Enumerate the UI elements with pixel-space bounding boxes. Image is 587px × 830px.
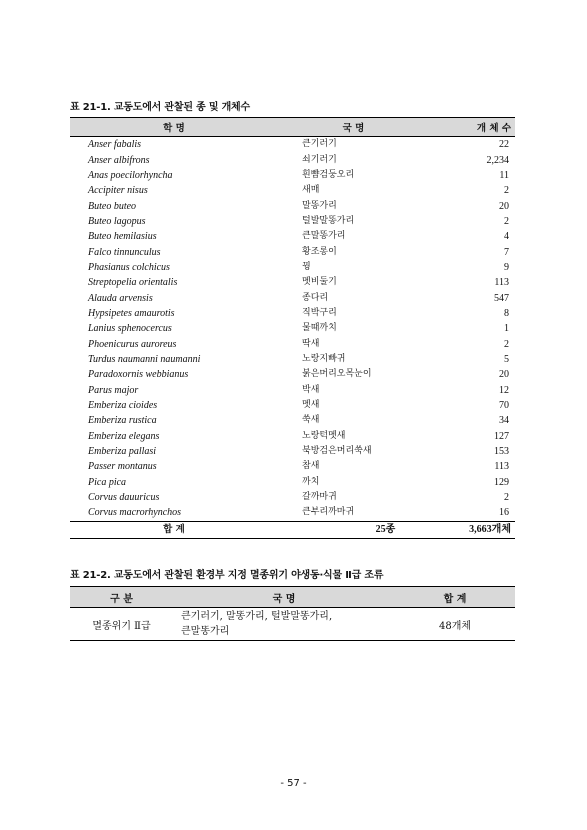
scientific-name-cell: Corvus dauuricus <box>88 492 160 504</box>
korean-name-cell: 노랑턱멧새 <box>302 430 346 441</box>
count-cell: 113 <box>494 461 509 473</box>
scientific-name-cell: Corvus macrorhynchos <box>88 507 182 519</box>
count-cell: 5 <box>504 353 509 365</box>
count-cell: 113 <box>494 277 509 289</box>
species-count-table <box>70 117 515 539</box>
page-number: - 57 - <box>280 778 307 789</box>
korean-name-cell: 흰뺨검둥오리 <box>302 169 355 180</box>
table1-header-row <box>70 118 515 137</box>
count-cell: 8 <box>504 307 509 319</box>
korean-name-cell: 노랑지빠귀 <box>302 353 346 364</box>
scientific-name-cell: Accipiter nisus <box>88 185 148 197</box>
table1-total-row <box>70 521 515 538</box>
table-row <box>70 244 515 259</box>
korean-name-cell: 까치 <box>302 476 320 487</box>
scientific-name-cell: Emberiza cioides <box>88 400 158 412</box>
scientific-name-cell: Anser albifrons <box>88 154 150 166</box>
korean-name-cell: 멧새 <box>302 400 320 411</box>
scientific-name-cell: Passer montanus <box>88 461 157 473</box>
table-row <box>70 183 515 198</box>
scientific-name-cell: Buteo lagopus <box>88 215 146 227</box>
table-row <box>70 413 515 428</box>
scientific-name-cell: Buteo hemilasius <box>88 231 157 243</box>
korean-name-cell: 참새 <box>302 461 320 472</box>
korean-name-cell: 직박구리 <box>302 307 337 318</box>
table2-header-row <box>70 587 515 608</box>
table-row <box>70 336 515 351</box>
korean-name-cell: 박새 <box>302 384 320 395</box>
korean-name-cell: 황조롱이 <box>302 246 337 257</box>
scientific-name-cell: Anas poecilorhyncha <box>88 169 173 181</box>
korean-name-cell: 큰말똥가리 <box>302 231 346 242</box>
count-cell: 9 <box>504 261 509 273</box>
count-cell: 2 <box>504 185 509 197</box>
endangered-species-table <box>70 586 515 641</box>
korean-name-cell: 새매 <box>302 185 320 196</box>
table-row <box>70 214 515 229</box>
scientific-name-cell: Parus major <box>88 384 139 396</box>
table-row <box>70 152 515 167</box>
table-row <box>70 398 515 413</box>
table-row <box>70 429 515 444</box>
korean-name-cell: 멧비둘기 <box>302 277 337 288</box>
table-row <box>70 475 515 490</box>
total-count: 3,663개체 <box>429 521 515 538</box>
table-row <box>70 290 515 305</box>
scientific-name-cell: Buteo buteo <box>88 200 137 212</box>
korean-name-cell: 딱새 <box>302 338 320 349</box>
korean-name-cell: 쇠기러기 <box>302 154 337 165</box>
scientific-name-cell: Alauda arvensis <box>88 292 153 304</box>
table-row <box>70 352 515 367</box>
count-cell: 2 <box>504 215 509 227</box>
korean-name-cell: 쑥새 <box>302 415 320 426</box>
count-cell: 2 <box>504 492 509 504</box>
category-cell: 멸종위기 Ⅱ급 <box>70 608 173 641</box>
table-row <box>70 490 515 505</box>
count-cell: 127 <box>494 430 509 442</box>
total-species: 25종 <box>278 521 429 538</box>
header-korean-name-2: 국 명 <box>173 587 395 608</box>
table1-body <box>70 137 515 522</box>
count-cell: 16 <box>499 507 509 519</box>
count-cell: 129 <box>494 476 509 488</box>
header-scientific-name: 학 명 <box>70 118 278 137</box>
scientific-name-cell: Phasianus colchicus <box>88 261 170 273</box>
count-cell: 1 <box>504 323 509 335</box>
table-row <box>70 459 515 474</box>
table-row <box>70 444 515 459</box>
count-cell: 547 <box>494 292 509 304</box>
scientific-name-cell: Emberiza rustica <box>88 415 157 427</box>
korean-name-cell: 큰부리까마귀 <box>302 507 355 518</box>
header-sum: 합 계 <box>395 587 515 608</box>
table-row <box>70 198 515 213</box>
korean-name-cell: 종다리 <box>302 292 329 303</box>
count-cell: 7 <box>504 246 509 258</box>
count-cell: 153 <box>494 446 509 458</box>
scientific-name-cell: Paradoxornis webbianus <box>88 369 189 381</box>
count-cell: 22 <box>499 139 509 151</box>
table2-row <box>70 608 515 641</box>
count-cell: 2 <box>504 338 509 350</box>
count-cell: 20 <box>499 200 509 212</box>
korean-name-cell: 꿩 <box>302 261 311 272</box>
table-row <box>70 229 515 244</box>
korean-name-cell: 갈까마귀 <box>302 492 337 503</box>
table-row <box>70 137 515 153</box>
header-category: 구 분 <box>70 587 173 608</box>
table-row <box>70 383 515 398</box>
scientific-name-cell: Falco tinnunculus <box>88 246 161 258</box>
table1-caption: 표 21-1. 교동도에서 관찰된 종 및 개체수 <box>70 102 250 113</box>
scientific-name-cell: Turdus naumanni naumanni <box>88 353 201 365</box>
table-row <box>70 367 515 382</box>
count-cell: 2,234 <box>486 154 509 166</box>
table-row <box>70 306 515 321</box>
species-list-line1: 큰기러기, 말똥가리, 털발말똥가리, <box>181 611 333 622</box>
scientific-name-cell: Lanius sphenocercus <box>88 323 172 335</box>
table-row <box>70 260 515 275</box>
count-cell: 11 <box>499 169 509 181</box>
korean-name-cell: 북방검은머리쑥새 <box>302 446 372 457</box>
korean-name-cell: 털발말똥가리 <box>302 215 355 226</box>
korean-name-cell: 붉은머리오목눈이 <box>302 369 372 380</box>
sum-cell: 48개체 <box>395 608 515 641</box>
count-cell: 4 <box>504 231 509 243</box>
table-row <box>70 505 515 521</box>
scientific-name-cell: Emberiza elegans <box>88 430 160 442</box>
header-korean-name: 국 명 <box>278 118 429 137</box>
species-list-cell <box>173 608 395 641</box>
scientific-name-cell: Streptopelia orientalis <box>88 277 178 289</box>
total-label: 합 계 <box>70 521 278 538</box>
scientific-name-cell: Anser fabalis <box>88 139 142 151</box>
count-cell: 12 <box>499 384 509 396</box>
header-count: 개 체 수 <box>429 118 515 137</box>
table-row <box>70 168 515 183</box>
count-cell: 20 <box>499 369 509 381</box>
table2-caption: 표 21-2. 교동도에서 관찰된 환경부 지정 멸종위기 야생동·식물 Ⅱ급 조류 <box>70 570 384 581</box>
table-row <box>70 275 515 290</box>
scientific-name-cell: Phoenicurus auroreus <box>88 338 177 350</box>
species-list-line2: 큰말똥가리 <box>181 626 230 637</box>
korean-name-cell: 큰기러기 <box>302 139 337 150</box>
table-row <box>70 321 515 336</box>
scientific-name-cell: Pica pica <box>88 476 127 488</box>
count-cell: 70 <box>499 400 509 412</box>
korean-name-cell: 말똥가리 <box>302 200 337 211</box>
korean-name-cell: 물때까치 <box>302 323 337 334</box>
scientific-name-cell: Hypsipetes amaurotis <box>88 307 175 319</box>
scientific-name-cell: Emberiza pallasi <box>88 446 157 458</box>
count-cell: 34 <box>499 415 509 427</box>
